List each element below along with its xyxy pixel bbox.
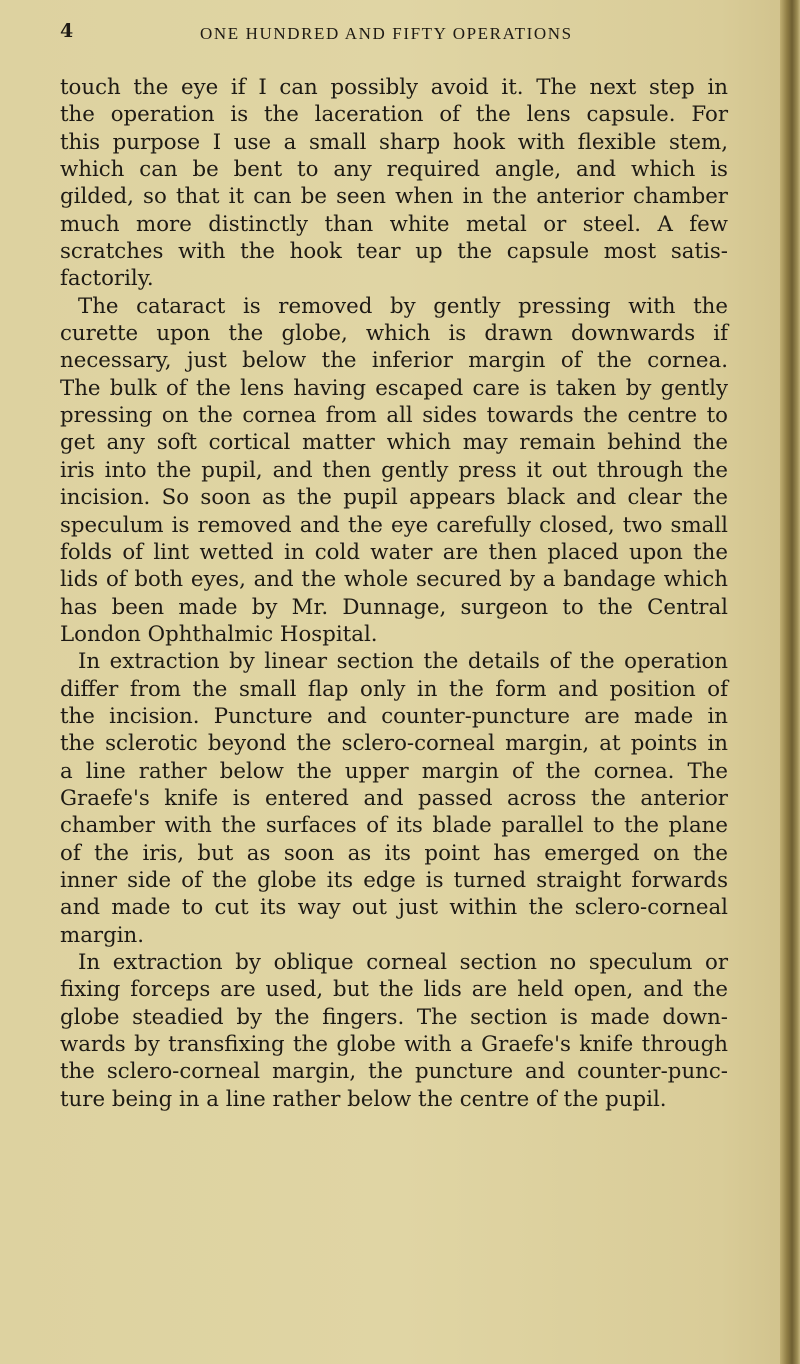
text-line: and made to cut its way out just within the sclero-corneal — [60, 895, 728, 921]
text-line: The bulk of the lens having escaped care is taken by gently — [60, 375, 728, 401]
text-line: this purpose I use a small sharp hook with flexible stem, — [60, 129, 728, 155]
text-line: the operation is the laceration of the lens capsule. For — [60, 102, 728, 128]
text-line: Graefe's knife is entered and passed across the anterior — [60, 785, 728, 811]
text-line: the sclerotic beyond the sclero-corneal margin, at points in — [60, 731, 728, 757]
text-line: inner side of the globe its edge is turned straight forwards — [60, 867, 728, 893]
text-line: of the iris, but as soon as its point has emerged on the — [60, 840, 728, 866]
running-head — [60, 20, 760, 50]
text-line: ture being in a line rather below the centre of the pupil. — [60, 1086, 667, 1112]
text-line: fixing forceps are used, but the lids are held open, and the — [60, 977, 728, 1003]
text-line: lids of both eyes, and the whole secured by a bandage which — [60, 567, 728, 593]
body-text — [60, 74, 728, 1113]
text-line: the incision. Puncture and counter-puncture are made in — [60, 703, 728, 729]
text-line: get any soft cortical matter which may remain behind the — [60, 430, 728, 456]
text-line: differ from the small flap only in the form and position of — [60, 676, 728, 702]
text-line: scratches with the hook tear up the capsule most satis- — [60, 239, 728, 265]
text-line: pressing on the cornea from all sides towards the centre to — [60, 403, 728, 429]
text-line: factorily. — [60, 266, 154, 292]
text-line: curette upon the globe, which is drawn downwards if — [60, 321, 728, 347]
text-line: globe steadied by the fingers. The section is made down- — [60, 1004, 728, 1030]
text-line: incision. So soon as the pupil appears black and clear the — [60, 485, 728, 511]
text-line: chamber with the surfaces of its blade parallel to the plane — [60, 813, 728, 839]
page-edge — [780, 0, 800, 1364]
text-line: wards by transfixing the globe with a Graefe's knife through — [60, 1032, 728, 1058]
running-title: ONE HUNDRED AND FIFTY OPERATIONS — [200, 24, 573, 43]
text-line: which can be bent to any required angle, and which is — [60, 157, 728, 183]
text-line: The cataract is removed by gently pressing with the — [78, 293, 728, 319]
text-line: a line rather below the upper margin of the cornea. The — [60, 758, 728, 784]
text-line: necessary, just below the inferior margin of the cornea. — [60, 348, 728, 374]
text-line: has been made by Mr. Dunnage, surgeon to the Central — [60, 594, 728, 620]
text-line: the sclero-corneal margin, the puncture and counter-punc- — [60, 1059, 728, 1085]
text-line: folds of lint wetted in cold water are then placed upon the — [60, 539, 728, 565]
text-line: much more distinctly than white metal or steel. A few — [60, 211, 728, 237]
text-line: London Ophthalmic Hospital. — [60, 621, 378, 647]
text-line: touch the eye if I can possibly avoid it. The next step in — [60, 75, 728, 100]
text-line: gilded, so that it can be seen when in the anterior chamber — [60, 184, 728, 210]
text-line: speculum is removed and the eye carefully closed, two small — [60, 512, 728, 538]
text-line: In extraction by linear section the details of the operation — [78, 649, 728, 675]
page-number: 4 — [60, 20, 74, 42]
text-line: margin. — [60, 922, 145, 948]
text-line: In extraction by oblique corneal section no speculum or — [78, 950, 728, 975]
text-line: iris into the pupil, and then gently press it out through the — [60, 457, 728, 483]
